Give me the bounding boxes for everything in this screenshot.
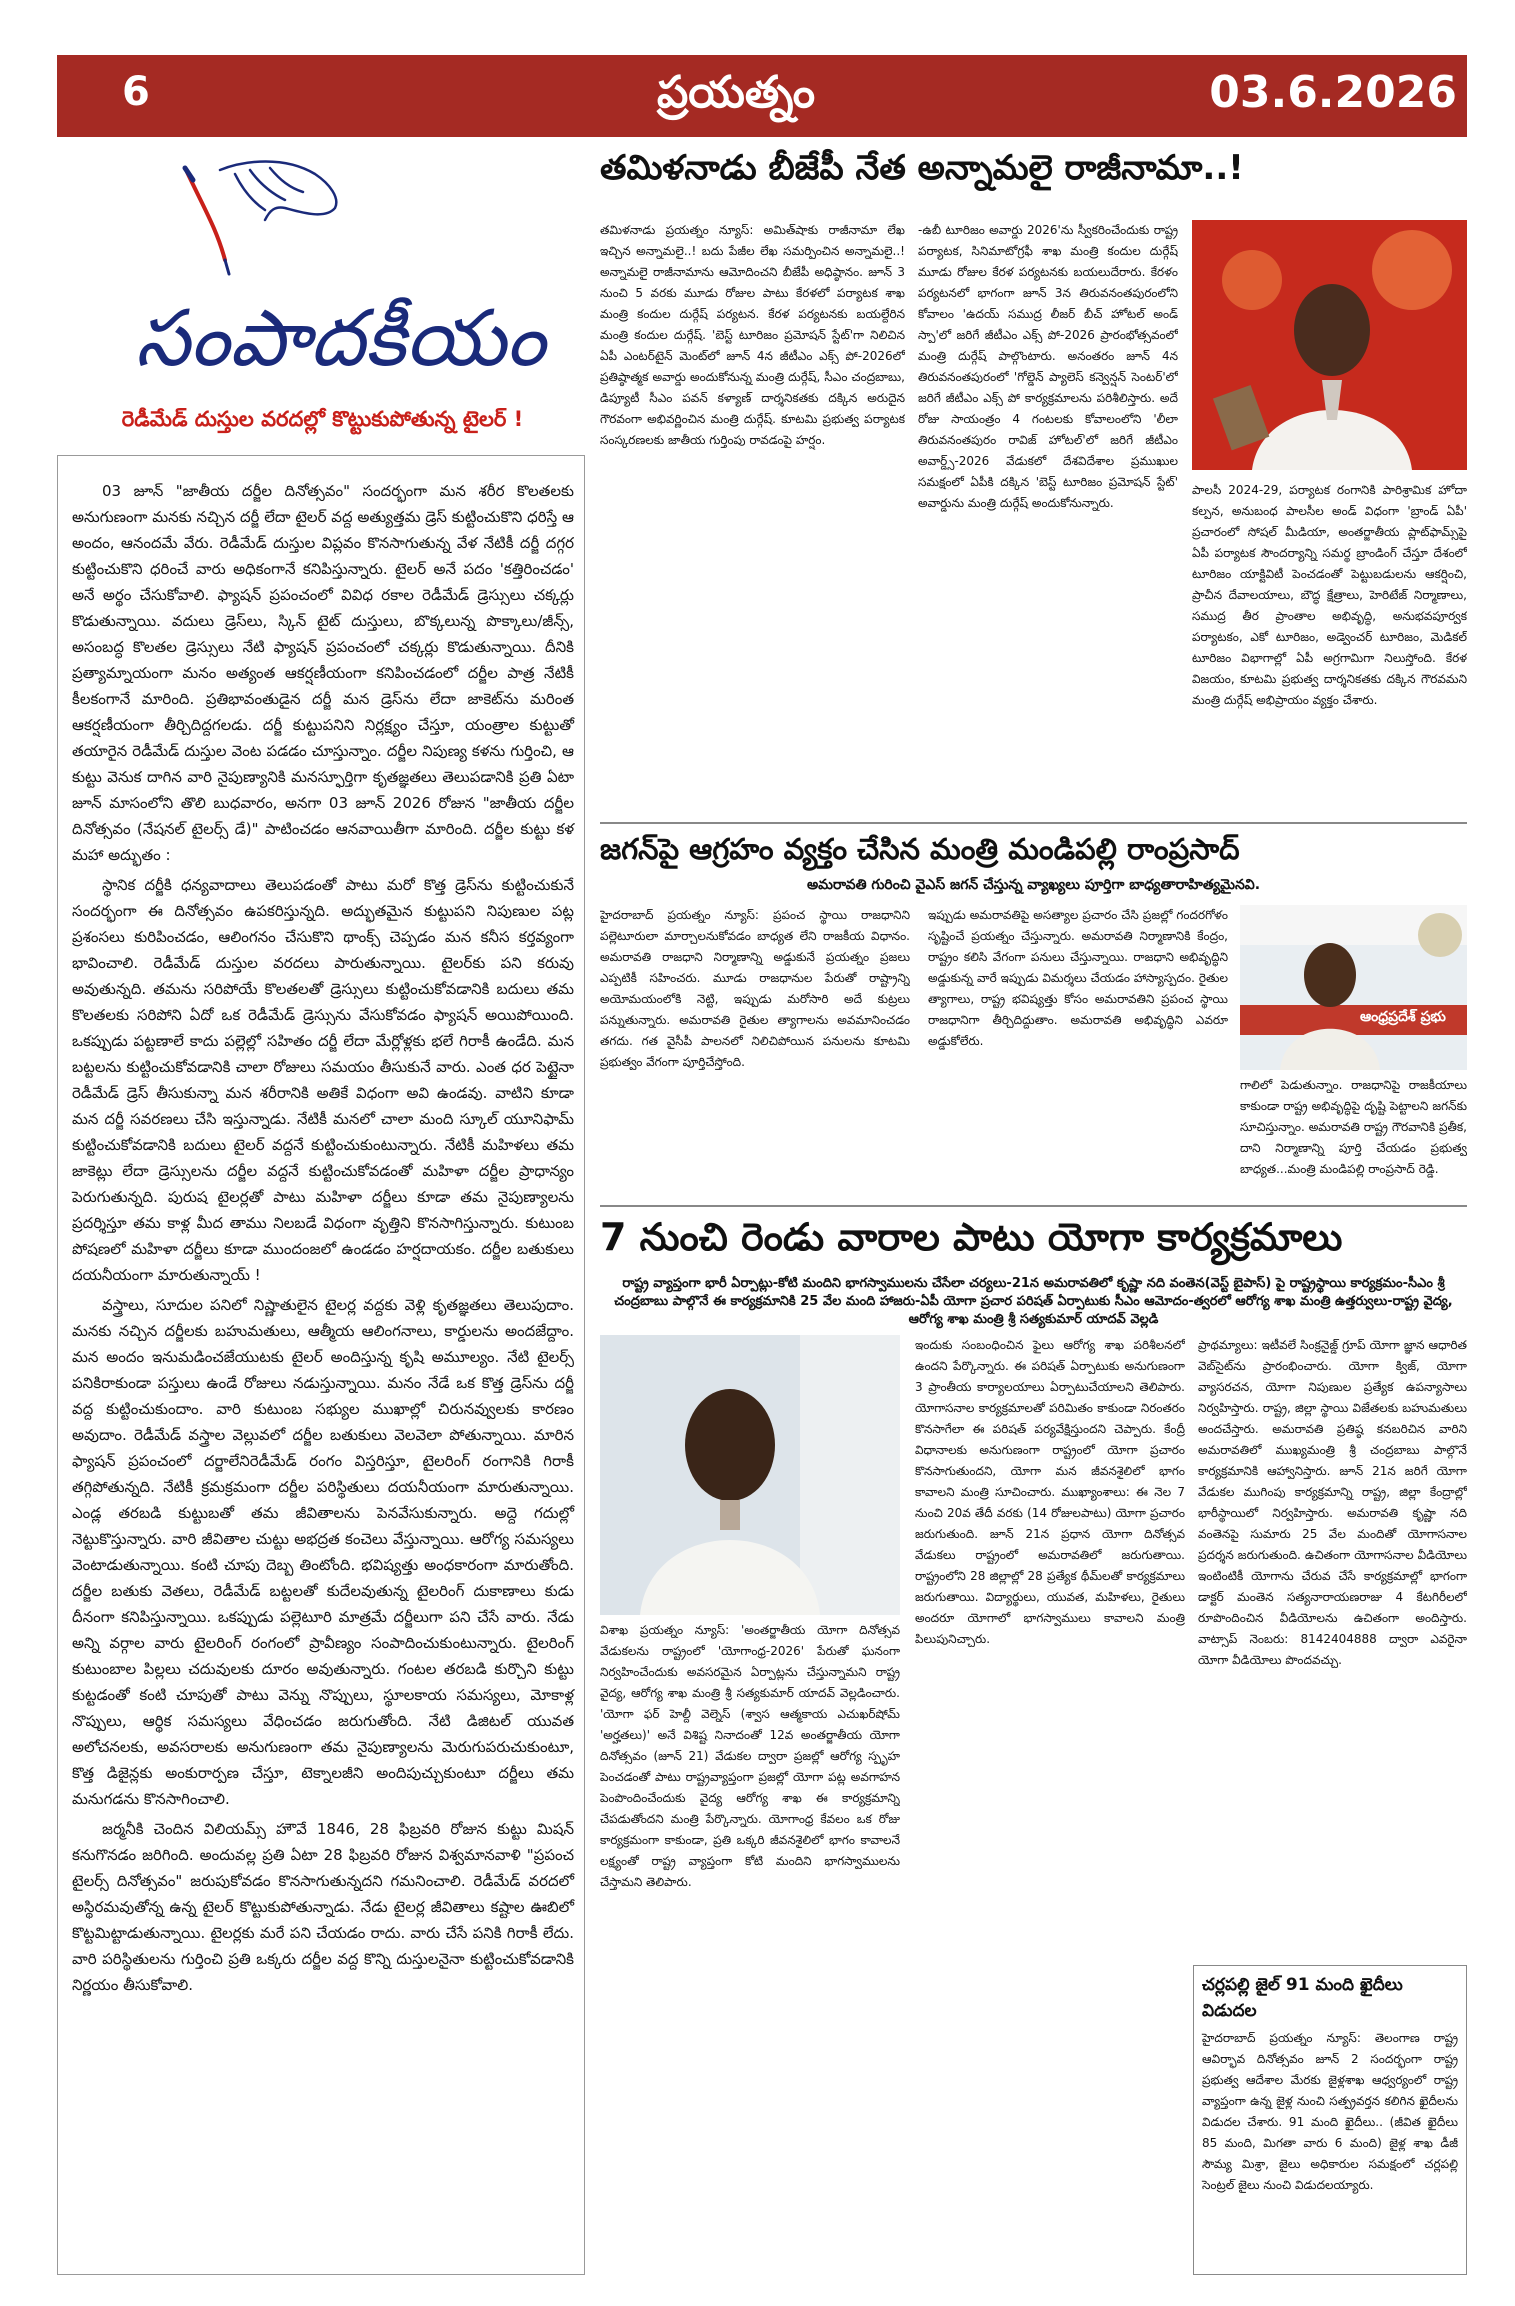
editorial-logo bbox=[125, 150, 585, 430]
story2-photo bbox=[1240, 905, 1467, 1070]
story3-caption: విశాఖ ప్రయత్నం న్యూస్: 'అంతర్జాతీయ యోగా దినోత్సవ వేడుకలను రాష్ట్రంలో 'యోగాంధ్ర-2026' పేరుతో ఘనంగా నిర్వహించేందుకు అవసరమైన ఏర్పాట్లను చేస్తున్నామని రాష్ట్ర వైద్య, ఆరోగ్య శాఖ మంత్రి శ్రీ సత్యకుమార్ యాదవ్ వెల్లడించారు. 'యోగా ఫర్ హెల్దీ వెల్నెస్ (శ్వాస ఆత్మకాయ ఎచుఖర్‌షోమ్ 'అర్హతలు)' అనే విశిష్ట నినాదంతో 12వ అంతర్జాతీయ యోగా దినోత్సవం (జూన్ 21) వేడుకల ద్వారా ప్రజల్లో ఆరోగ్య స్పృహ పెంచడంతో పాటు రాష్ట్రవ్యాప్తంగా ప్రజల్లో యోగా పట్ల అవగాహన పెంపొందించేందుకు వైద్య ఆరోగ్య శాఖ ఈ కార్యక్రమాన్ని చేపడుతోందని మంత్రి పేర్కొన్నారు. యోగాంధ్ర కేవలం ఒక రోజు కార్యక్రమంగా కాకుండా, ప్రతి ఒక్కరి జీవనశైలిలో భాగం కావాలనే లక్ష్యంతో రాష్ట్ర వ్యాప్తంగా కోటి మందిని భాగస్వాములను చేస్తామని తెలిపారు. bbox=[600, 1623, 900, 1889]
editorial-body bbox=[58, 456, 584, 2012]
story3-column-3: ప్రాథమ్యాలు: ఇటీవలే సింక్రనైజ్డ్ గ్రూప్ యోగా జ్ఞాన ఆధారిత వెబ్‌సైట్‌ను ప్రారంభించారు. యోగా క్విజ్, యోగా వ్యాసరచన, యోగా నిపుణుల ప్రత్యేక ఉపన్యాసాలు నిర్వహిస్తారు. రాష్ట్ర, జిల్లా స్థాయి విజేతలకు బహుమతులు అందచేస్తారు. అమరావతి ప్రతిష్ఠ కనబరిచిన వారిని అమరావతిలో ముఖ్యమంత్రి శ్రీ చంద్రబాబు పాల్గొనే కార్యక్రమానికి ఆహ్వానిస్తారు. జూన్ 21న జరిగే యోగా వేడుకల ముగింపు కార్యక్రమాన్ని రాష్ట్ర, జిల్లా కేంద్రాల్లో భారీస్థాయిలో నిర్వహిస్తారు. అమరావతి కృష్ణా నది వంతెనపై సుమారు 25 వేల మందితో యోగాసనాల ప్రదర్శన జరుగుతుంది. ఉచితంగా యోగాసనాల వీడియోలు ఇంటింటికీ యోగాను చేరువ చేసే కార్యక్రమాల్లో భాగంగా డాక్టర్ మంతెన సత్యనారాయణరాజు 4 కేటగిరీలలో రూపొందించిన వీడియోలను ఉచితంగా అందిస్తారు. వాట్సాప్ నెంబరు: 8142404888 ద్వారా ఎవరైనా యోగా వీడియోలు పొందవచ్చు. bbox=[1198, 1338, 1467, 1667]
story3-kicker: రాష్ట్ర వ్యాప్తంగా భారీ ఏర్పాట్లు-కోటి మందిని భాగస్వాములను చేసేలా చర్యలు-21న అమరావతిలో కృష్ణా నది వంతెన(వెస్ట్ బైపాస్) పై రాష్ట్రస్థాయి కార్యక్రమం-సీఎం శ్రీ చంద్రబాబు పాల్గొనే ఈ కార్యక్రమానికి 25 వేల మంది హాజరు-ఏపీ యోగా ప్రచార పరిషత్ ఏర్పాటుకు సీఎం ఆమోదం-త్వరలో ఆరోగ్య శాఖ మంత్రి ఉత్తర్వులు-రాష్ట్ర వైద్య, ఆరోగ్య శాఖ మంత్రి శ్రీ సత్యకుమార్ యాదవ్ వెల్లడి bbox=[614, 1276, 1453, 1327]
editorial-logo-text: సంపాదకీయం bbox=[135, 294, 546, 384]
story2-photo-banner: ఆంధ్రప్రదేశ్ ప్రభు bbox=[1360, 1009, 1446, 1025]
story3-photo bbox=[600, 1335, 900, 1615]
issue-date: 03.6.2026 bbox=[1209, 67, 1457, 118]
story1-photo bbox=[1192, 220, 1467, 470]
story2-headline: జగన్‌పై ఆగ్రహం వ్యక్తం చేసిన మంత్రి మండిపల్లి రాంప్రసాద్ bbox=[600, 832, 1240, 866]
story2-column-1: హైదరాబాద్ ప్రయత్నం న్యూస్: ప్రపంచ స్థాయి రాజధానిని పల్లెటూరులా మార్చాలనుకోవడం బాధ్యత లేని రాజకీయ విధానం. అమరావతి రాజధాని నిర్మాణాన్ని అడ్డుకునే ప్రయత్నం ప్రజలు ఎప్పటికీ సహించరు. మూడు రాజధానుల పేరుతో రాష్ట్రాన్ని అయోమయంలోకి నెట్టి, ఇప్పుడు మరోసారి అదే కుట్రలు పన్నుతున్నారు. అమరావతి రైతుల త్యాగాలను అవమానించడం తగదు. గత వైసీపీ పాలనలో నిలిచిపోయిన పనులను కూటమి ప్రభుత్వం వేగంగా పూర్తిచేస్తోంది. bbox=[600, 908, 910, 1069]
editorial-paragraph: జర్మనీకి చెందిన విలియమ్స్ హౌవే 1846, 28 ఫిబ్రవరి రోజున కుట్టు మిషన్ కనుగొనడం జరిగింది. అందువల్ల ప్రతి ఏటా 28 ఫిబ్రవరి రోజున విశ్వమానవాళి "ప్రపంచ టైలర్స్ దినోత్సవం" జరుపుకోవడం కొనసాగుతున్నదని గమనించాలి. రెడీమేడ్ వరదలో అస్థిరమవుతోన్న ఉన్న టైలర్ కొట్టుకుపోతున్నాడు. నేడు టైలర్ల జీవితాలు కష్టాల ఊబిలో కొట్టమిట్టాడుతున్నాయి. టైలర్లకు మరే పని చేయడం రాదు. వారు చేసే పనికి గిరాకీ లేదు. వారి పరిస్థితులను గుర్తించి ప్రతి ఒక్కరు దర్జీల వద్ద కొన్ని దుస్తులనైనా కుట్టించుకోవడానికి నిర్ణయం తీసుకోవాలి. bbox=[72, 1820, 574, 1994]
story2-caption: గాలిలో పెడుతున్నాం. రాజధానిపై రాజకీయాలు కాకుండా రాష్ట్ర అభివృద్ధిపై దృష్టి పెట్టాలని జగన్‌కు సూచిస్తున్నాం. అమరావతి రాష్ట్ర గౌరవానికి ప్రతీక, దాని నిర్మాణాన్ని పూర్తి చేయడం ప్రభుత్వ బాధ్యత...మంత్రి మండిపల్లి రాంప్రసాద్ రెడ్డి. bbox=[1240, 1078, 1467, 1176]
masthead-bar bbox=[57, 55, 1467, 137]
newspaper-name: ప్రయత్నం bbox=[657, 67, 816, 118]
page-number: 6 bbox=[122, 69, 150, 115]
story1-column-2: -ఉబీ టూరిజం అవార్డు 2026'ను స్వీకరించేందుకు రాష్ట్ర పర్యాటక, సినిమాటోగ్రఫీ శాఖ మంత్రి కందుల దుర్గేష్ మూడు రోజుల కేరళ పర్యటనకు బయలుదేరారు. కేరళం పర్యటనలో భాగంగా జూన్ 3న తిరువనంతపురంలోని కోవాలం 'ఉదయ్ సముద్ర లీజర్ బీచ్ హోటల్ అండ్ స్పా'లో జరిగే జీటీఎం ఎక్స్ పో-2026 ప్రారంభోత్సవంలో మంత్రి దుర్గేష్ పాల్గొంటారు. అనంతరం జూన్ 4న తిరువనంతపురంలో 'గోల్డెన్ ప్యాలెస్ కన్వెన్షన్ సెంటర్'లో జరిగే జీటీఎం ఎక్స్ పో కార్యక్రమాలను పరిశీలిస్తారు. అదే రోజు సాయంత్రం 4 గంటలకు కోవాలంలోని 'లీలా తిరువనంతపురం రావిజ్ హోటల్'లో జరిగే జీటీఎం అవార్డ్స్-2026 వేడుకలో దేశవిదేశాల ప్రముఖుల సమక్షంలో ఏపీకి దక్కిన 'బెస్ట్ టూరిజం ప్రమోషన్ స్టేట్' అవార్డును మంత్రి దుర్గేష్ అందుకోనున్నారు. bbox=[918, 223, 1178, 510]
divider bbox=[600, 1205, 1467, 1207]
story1-caption: పాలసీ 2024-29, పర్యాటక రంగానికి పారిశ్రామిక హోదా కల్పన, అనుబంధ పాలసీల అండ్ విధంగా 'బ్రాండ్ ఏపీ' ప్రచారంలో సోషల్ మీడియా, అంతర్జాతీయ ప్లాట్‌ఫామ్స్‌పై ఏపీ పర్యాటక సౌందర్యాన్ని సమర్థ బ్రాండింగ్ చేస్తూ దేశంలో టూరిజం యాక్టివిటీ పెంచడంతో పెట్టుబడులను ఆకర్షించి, ప్రాచీన దేవాలయాలు, బౌద్ధ క్షేత్రాలు, హెరిటేజ్ నిర్మాణాలు, సముద్ర తీర ప్రాంతాల అభివృద్ధి, అనుభవపూర్వక పర్యాటకం, ఎకో టూరిజం, అడ్వెంచర్ టూరిజం, మెడికల్ టూరిజం విభాగాల్లో ఏపీ అగ్రగామిగా నిలుస్తోంది. కేరళ విజయం, కూటమి ప్రభుత్వ దార్శనికతకు దక్కిన గౌరవమని మంత్రి దుర్గేష్ అభిప్రాయం వ్యక్తం చేశారు. bbox=[1192, 483, 1467, 707]
editorial-box bbox=[57, 455, 585, 2275]
editorial-headline: రెడీమేడ్ దుస్తుల వరదల్లో కొట్టుకుపోతున్న టైలర్ ! bbox=[121, 407, 524, 431]
jail-release-headline: చర్లపల్లి జైల్ 91 మంది ఖైదీలు విడుదల bbox=[1202, 1975, 1403, 2021]
story3-headline: 7 నుంచి రెండు వారాల పాటు యోగా కార్యక్రమాలు bbox=[600, 1215, 1343, 1259]
story2-column-2: ఇప్పుడు అమరావతిపై అసత్యాల ప్రచారం చేసి ప్రజల్లో గందరగోళం సృష్టించే ప్రయత్నం చేస్తున్నారు. అమరావతి నిర్మాణానికి కేంద్రం, రాష్ట్రం కలిసి వేగంగా పనులు చేస్తున్నాయి. రాజధాని అభివృద్ధిని అడ్డుకున్న వారే ఇప్పుడు విమర్శలు చేయడం హాస్యాస్పదం. రైతుల త్యాగాలు, రాష్ట్ర భవిష్యత్తు కోసం అమరావతిని ప్రపంచ స్థాయి రాజధానిగా తీర్చిదిద్దుతాం. అమరావతి అభివృద్ధిని ఎవరూ అడ్డుకోలేరు. bbox=[928, 908, 1228, 1048]
story3-column-2: ఇందుకు సంబంధించిన ఫైలు ఆరోగ్య శాఖ పరిశీలనలో ఉందని పేర్కొన్నారు. ఈ పరిషత్ ఏర్పాటుకు అనుగుణంగా 3 ప్రాంతీయ కార్యాలయాలు ఏర్పాటుచేయాలని తెలిపారు. యోగాసనాల కార్యక్రమాలతో పరిమితం కాకుండా నిరంతరం కొనసాగేలా ఈ పరిషత్ పర్యవేక్షిస్తుందని చెప్పారు. కేంద్రీ విధానాలకు అనుగుణంగా రాష్ట్రంలో యోగా ప్రచారం కొనసాగుతుందని, యోగా మన జీవనశైలిలో భాగం కావాలని మంత్రి సూచించారు. ముఖ్యాంశాలు: ఈ నెల 7 నుంచి 20వ తేదీ వరకు (14 రోజులపాటు) యోగా ప్రచారం జరుగుతుంది. జూన్ 21న ప్రధాన యోగా దినోత్సవ వేడుకలు రాష్ట్రంలో అమరావతిలో జరుగుతాయి. రాష్ట్రంలోని 28 జిల్లాల్లో 28 ప్రత్యేక థీమ్‌లతో కార్యక్రమాలు జరుగుతాయి. విద్యార్థులు, యువత, మహిళలు, రైతులు అందరూ యోగాలో భాగస్వాములు కావాలని మంత్రి పిలుపునిచ్చారు. bbox=[915, 1338, 1185, 1646]
story1-headline: తమిళనాడు బీజేపీ నేత అన్నామలై రాజీనామా..! bbox=[600, 148, 1244, 188]
jail-release-body: హైదరాబాద్ ప్రయత్నం న్యూస్: తెలంగాణ రాష్ట్ర ఆవిర్భావ దినోత్సవం జూన్ 2 సందర్భంగా రాష్ట్ర ప్రభుత్వ ఆదేశాల మేరకు జైళ్లశాఖ ఆధ్వర్యంలో రాష్ట్ర వ్యాప్తంగా ఉన్న జైళ్ల నుంచి సత్ప్రవర్తన కలిగిన ఖైదీలను విడుదల చేశారు. 91 మంది ఖైదీలు.. (జీవిత ఖైదీలు 85 మంది, మిగతా వారు 6 మంది) జైళ్ల శాఖ డీజీ సౌమ్య మిశ్రా, జైలు అధికారుల సమక్షంలో చర్లపల్లి సెంట్రల్ జైలు నుంచి విడుదలయ్యారు. bbox=[1202, 2031, 1458, 2192]
editorial-paragraph: 03 జూన్ "జాతీయ దర్జీల దినోత్సవం" సందర్భంగా మన శరీర కొలతలకు అనుగుణంగా మనకు నచ్చిన దర్జీ లేదా టైలర్ వద్ద అత్యుత్తమ డ్రెస్ కుట్టించుకొని ధరిస్తే ఆ అందం, ఆనందమే వేరు. రెడీమేడ్ దుస్తుల విప్లవం కొనసాగుతున్న వేళ నేటికీ దర్జీ దగ్గర కుట్టించుకొని ధరించే వారు అధికంగానే కనిపిస్తున్నారు. టైలర్ అనే పదం 'కత్తిరించడం' అనే అర్థం చేసుకోవాలి. ఫ్యాషన్ ప్రపంచంలో వివిధ రకాల రెడీమేడ్ డ్రెస్సులు చక్కర్లు కొడుతున్నాయి. వదులు డ్రెస్‌లు, స్కిన్ టైట్ దుస్తులు, బొక్కలున్న పొక్కాలు/జీన్స్, అసంబద్ధ కొలతల డ్రెస్సులు నేటి ఫ్యాషన్ ప్రపంచంలో చక్కర్లు కొడుతున్నాయి. దీనికి ప్రత్యామ్నాయంగా మనం అత్యంత ఆకర్షణీయంగా కనిపించడంలో దర్జీల పాత్ర నేటికీ కీలకంగానే మారింది. ప్రతిభావంతుడైన దర్జీ మన డ్రెస్‌ను లేదా జాకెట్‌ను మరింత ఆకర్షణీయంగా తీర్చిదిద్దగలడు. దర్జీ కుట్టుపనిని నిర్లక్ష్యం చేస్తూ, యంత్రాల కుట్టుతో తయారైన రెడీమేడ్ దుస్తుల వెంట పడడం చూస్తున్నాం. దర్జీల నిపుణ్య కళను గుర్తించి, ఆ కుట్టు వెనుక దాగిన వారి నైపుణ్యానికి మనస్ఫూర్తిగా కృతజ్ఞతలు తెలుపడానికి ప్రతి ఏటా జూన్ మాసంలోని తొలి బుధవారం, అనగా 03 జూన్ 2026 రోజున "జాతీయ దర్జీల దినోత్సవం (నేషనల్ టైలర్స్ డే)" పాటించడం ఆనవాయితీగా మారింది. దర్జీల కుట్టు కళ మహా అద్భుతం : bbox=[72, 482, 574, 864]
jail-release-box bbox=[1193, 1965, 1467, 2275]
editorial-paragraph: వస్త్రాలు, సూదుల పనిలో నిష్ణాతులైన టైలర్ల వద్దకు వెళ్లి కృతజ్ఞతలు తెలుపుదాం. మనకు నచ్చిన దర్జీలకు బహుమతులు, ఆత్మీయ ఆలింగనాలు, కార్డులను అందజేద్దాం. మన అందం ఇనుమడించజేయుటకు టైలర్ అందిస్తున్న కృషి అమూల్యం. నేటి టైలర్స్ పనికిరాకుండా పస్తులు ఉండే రోజులు నడుస్తున్నాయి. మనం నేడే ఒక కొత్త డ్రెస్‌ను దర్జీ వద్ద కుట్టించుకుందాం. వారి కుటుంబ సభ్యుల ముఖాల్లో చిరునవ్వులకు కారణం అవుదాం. రెడీమేడ్ వస్త్రాల వెల్లువలో దర్జీల బతుకులు వెలవెలా పోతున్నాయి. మారిన ఫ్యాషన్ ప్రపంచంలో దర్జాలేనిరెడీమేడ్ రంగం విస్తరిస్తూ, టైలరింగ్ రంగానికి గిరాకీ తగ్గిపోతున్నది. నేటికీ క్రమక్రమంగా దర్జీల పరిస్థితులు దయనీయంగా మారుతున్నాయి. ఎండ్ల తరబడి కుట్టుబతో తమ జీవితాలను పెనవేసుకున్నారు. అద్దె గదుల్లో నెట్టుకొస్తున్నారు. వారి జీవితాల చుట్టు అభద్రత కంచెలు వేస్తున్నాయి. ఆరోగ్య సమస్యలు వెంటాడుతున్నాయి. కంటి చూపు దెబ్బ తింటోంది. భవిష్యత్తు అంధకారంగా మారుతోంది. దర్జీల బతుకు వెతలు, రెడీమేడ్ బట్టలతో కుదేలవుతున్న టైలరింగ్ దుకాణాలు కుడు దీనంగా కనిపిస్తున్నాయి. ఒకప్పుడు పల్లెటూరి మాత్రమే దర్జీలుగా పని చేసే వారు. నేడు అన్ని వర్గాల వారు టైలరింగ్ రంగంలో ప్రావీణ్యం సంపాదించుకుంటున్నారు. టైలరింగ్ కుటుంబాల పిల్లలు చదువులకు దూరం అవుతున్నారు. గంటల తరబడి కుర్చొని కుట్టు కుట్టడంతో కంటి చూపుతో పాటు వెన్ను నొప్పులు, స్థూలకాయ సమస్యలు, మోకాళ్ల నొప్పులు, ఆర్థిక సమస్యలు వేధించడం జరుగుతోంది. నేటి డిజిటల్ యువత అలోచనలకు, అవసరాలకు అనుగుణంగా తమ నైపుణ్యాలను మెరుగుపరుచుకుంటూ, కొత్త డిజైన్లకు అంకురార్పణ చేస్తూ, టెక్నాలజీని అందిపుచ్చుకుంటూ దర్జీలు తమ మనుగడను కొనసాగించాలి. bbox=[72, 1296, 574, 1808]
hand-pen-icon bbox=[185, 162, 336, 275]
divider bbox=[600, 822, 1467, 824]
story1-column-1: తమిళనాడు ప్రయత్నం న్యూస్: అమిత్‌షాకు రాజీనామా లేఖ ఇచ్చిన అన్నామలై..! బదు పేజీల లేఖ సమర్పించిన అన్నామలై..! అన్నామలై రాజీనామాను ఆమోదించని బీజేపీ అధిష్ఠానం. జూన్ 3 నుంచి 5 వరకు మూడు రోజుల పాటు కేరళలో పర్యాటక శాఖ మంత్రి కందుల దుర్గేష్ పర్యటన. కేరళ పర్యటనకు బయల్దేరిన మంత్రి కందుల దుర్గేష్. 'బెస్ట్ టూరిజం ప్రమోషన్ స్టేట్'గా నిలిచిన ఏపీ ఎంటర్‌టైన్ మెంట్‌లో జూన్ 4న జీటీఎం ఎక్స్ పో-2026లో ప్రతిష్ఠాత్మక అవార్డు అందుకోనున్న మంత్రి దుర్గేష్, సీఎం చంద్రబాబు, డిప్యూటీ సీఎం పవన్ కళ్యాణ్ దార్శనికతకు దక్కిన అరుదైన గౌరవంగా అభివర్ణించిన మంత్రి దుర్గేష్. కూటమి ప్రభుత్వ పర్యాటక సంస్కరణలకు జాతీయ గుర్తింపు రావడంపై హర్షం. bbox=[600, 223, 905, 447]
editorial-paragraph: స్థానిక దర్జీకి ధన్యవాదాలు తెలుపడంతో పాటు మరో కొత్త డ్రెస్‌ను కుట్టించుకునే సందర్భంగా ఈ దినోత్సవం ఉపకరిస్తున్నది. అద్భుతమైన కుట్టుపని నిపుణుల పట్ల ప్రశంసలు కురిపించడం, ఆలింగనం చేసుకొని థాంక్స్ చెప్పడం మన కనీస కర్తవ్యంగా భావించాలి. రెడీమేడ్ దుస్తుల వరదలు పారుతున్నాయి. టైలర్‌కు పని కరువు అవుతున్నది. తమను సరిపోయే కొలతలతో డ్రెస్సులు కుట్టించుకోవడానికి బదులు తమ కొలతలకు సరిపోని ఏదో ఒక రెడీమేడ్ డ్రెస్సును వేసుకోవడం ఫ్యాషన్ అయిపోయింది. ఒకప్పుడు పట్టణాలే కాదు పల్లెల్లో సహితం దర్జీ లేదా మేర్లోళ్లకు భలే గిరాకీ ఉండేది. మన బట్టలను కుట్టించుకోవడానికి చాలా రోజులు సమయం తీసుకునే వారు. ఎంత ధర పెట్టైనా రెడీమేడ్ డ్రెస్ తీసుకున్నా మన శరీరానికి అతికే విధంగా అవి ఉండవు. వాటిని కూడా మన దర్జీ సవరణలు చేసి ఇస్తున్నాడు. నేటికీ మనలో చాలా మంది స్కూల్ యూనిఫామ్ కుట్టించుకోవడానికి బదులు టైలర్ వద్దనే కుట్టించుకుంటున్నారు. నేటికీ మహిళలు తమ జాకెట్లు లేదా డ్రెస్సులను దర్జీల వద్దనే కుట్టించుకోవడంతో మహిళా దర్జీల ప్రాధాన్యం పెరుగుతున్నది. పురుష టైలర్లతో పాటు మహిళా దర్జీలు కూడా తమ నైపుణ్యాలను ప్రదర్శిస్తూ తమ కాళ్ల మీద తాము నిలబడే విధంగా వృత్తిని కొనసాగిస్తున్నారు. కుటుంబ పోషణలో మహిళా దర్జీలు కూడా ముందంజలో ఉండడం హర్షదాయకం. దర్జీల బతుకులు దయనీయంగా మారుతున్నాయ్ ! bbox=[72, 876, 574, 1284]
story2-kicker: అమరావతి గురించి వైఎస్ జగన్ చేస్తున్న వ్యాఖ్యలు పూర్తిగా బాధ్యతారాహిత్యమైనవి. bbox=[806, 877, 1261, 893]
